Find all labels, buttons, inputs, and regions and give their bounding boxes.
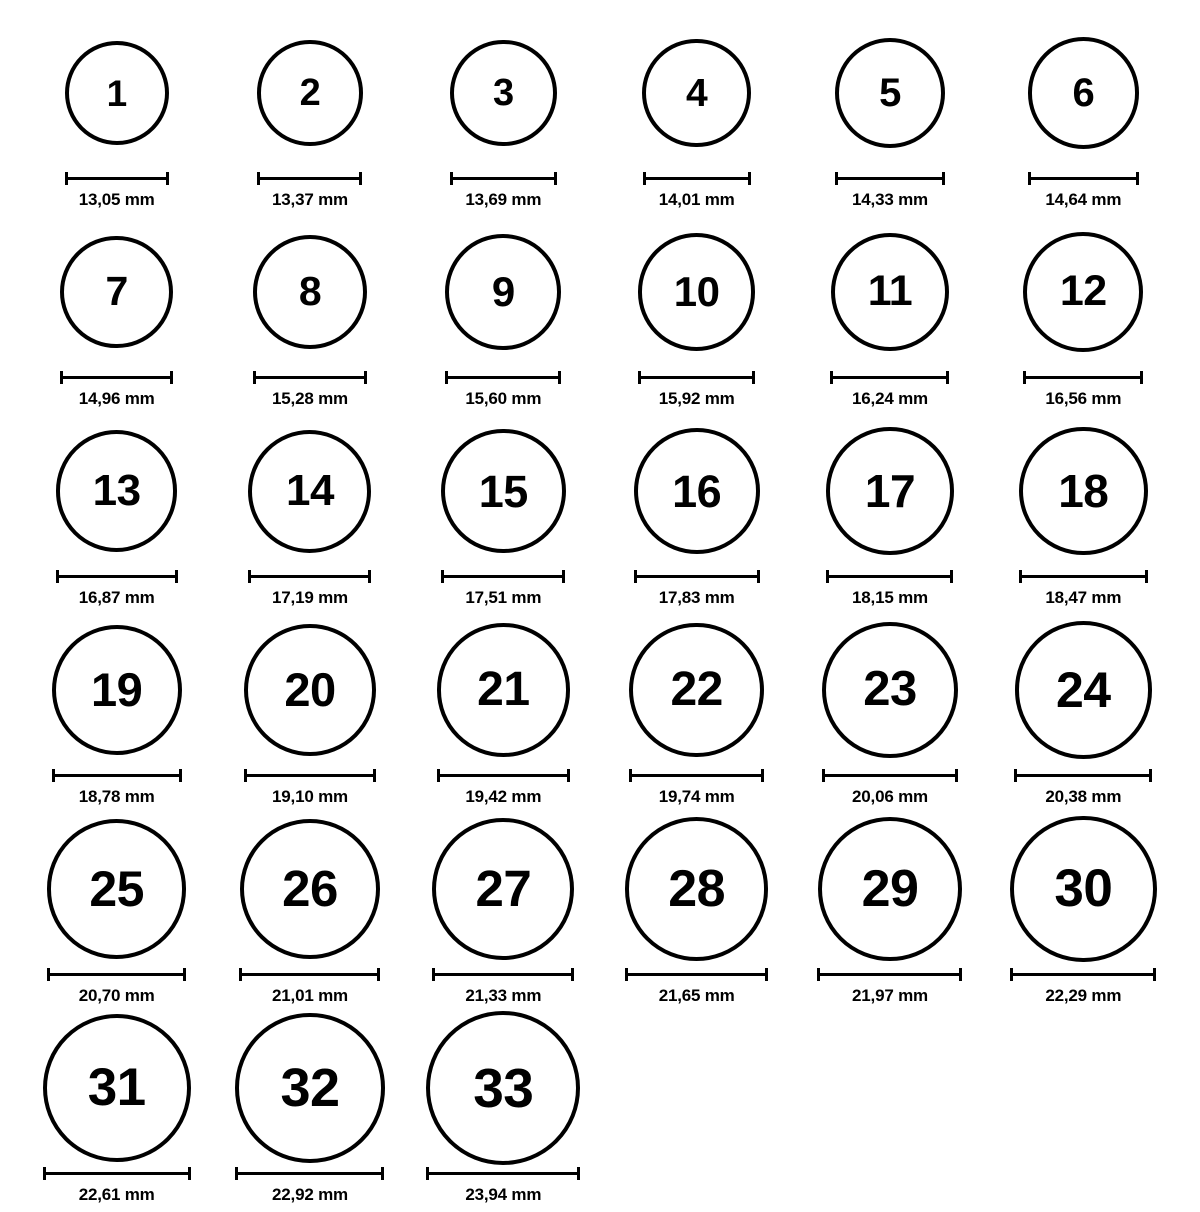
diameter-label: 17,19 mm (272, 588, 348, 607)
ring-circle-icon (441, 429, 565, 553)
measure-bar-icon (253, 371, 367, 383)
diameter-measure (437, 769, 570, 807)
ring-size-number: 3 (492, 72, 514, 114)
measure-bar-icon (47, 968, 186, 980)
diameter-label: 18,47 mm (1045, 588, 1122, 607)
ring-size-cell (600, 615, 793, 814)
ring-circle-wrapper (441, 416, 565, 566)
ring-circle-wrapper (638, 217, 755, 367)
ring-circle-icon (634, 428, 760, 554)
ring-size-number: 31 (87, 1058, 146, 1118)
ring-size-number: 23 (863, 662, 917, 717)
diameter-label: 18,15 mm (852, 588, 928, 607)
ring-circle-wrapper (432, 814, 574, 964)
ring-circle-icon (244, 624, 376, 756)
diameter-label: 19,10 mm (272, 787, 348, 806)
diameter-measure (1010, 968, 1156, 1006)
diameter-label: 20,38 mm (1045, 787, 1122, 806)
ring-circle-icon (47, 819, 186, 958)
ring-circle-icon (56, 430, 178, 552)
diameter-label: 16,24 mm (852, 389, 928, 408)
diameter-label: 14,96 mm (78, 389, 155, 408)
measure-bar-icon (445, 371, 561, 383)
diameter-label: 22,61 mm (78, 1185, 155, 1204)
diameter-label: 15,92 mm (658, 389, 735, 408)
ring-size-grid (20, 18, 1180, 1212)
ring-circle-icon (822, 622, 958, 758)
measure-bar-icon (52, 769, 182, 781)
diameter-measure (426, 1167, 580, 1205)
diameter-label: 13,69 mm (465, 190, 542, 209)
ring-circle-wrapper (56, 416, 178, 566)
measure-bar-icon (634, 570, 760, 582)
ring-size-cell (987, 18, 1180, 217)
ring-size-cell (987, 217, 1180, 416)
measure-bar-icon (1019, 570, 1148, 582)
ring-circle-wrapper (253, 217, 367, 367)
ring-size-cell (600, 217, 793, 416)
ring-size-number: 17 (864, 465, 916, 517)
ring-circle-icon (642, 39, 750, 147)
ring-size-number: 30 (1054, 859, 1113, 919)
ring-size-number: 10 (673, 267, 720, 315)
ring-circle-wrapper (1010, 814, 1156, 964)
ring-circle-icon (253, 235, 367, 349)
ring-size-number: 7 (105, 268, 128, 315)
diameter-label: 18,78 mm (78, 787, 155, 806)
diameter-label: 16,87 mm (78, 588, 155, 607)
ring-circle-icon (43, 1014, 191, 1162)
ring-circle-icon (235, 1013, 384, 1162)
ring-size-number: 15 (478, 465, 528, 517)
ring-size-cell (20, 615, 213, 814)
ring-circle-wrapper (426, 1013, 580, 1163)
diameter-measure (817, 968, 962, 1006)
ring-circle-wrapper (65, 18, 169, 168)
measure-bar-icon (56, 570, 178, 582)
ring-circle-icon (257, 40, 362, 145)
measure-bar-icon (1014, 769, 1152, 781)
diameter-label: 19,74 mm (658, 787, 735, 806)
diameter-measure (1019, 570, 1148, 608)
measure-bar-icon (65, 172, 169, 184)
ring-circle-wrapper (1023, 217, 1143, 367)
diameter-measure (43, 1167, 191, 1205)
ring-circle-wrapper (445, 217, 561, 367)
diameter-label: 23,94 mm (465, 1185, 542, 1204)
measure-bar-icon (257, 172, 362, 184)
measure-bar-icon (450, 172, 557, 184)
ring-size-number: 20 (284, 663, 336, 717)
ring-circle-wrapper (1028, 18, 1139, 168)
ring-size-number: 12 (1059, 267, 1107, 316)
ring-circle-icon (818, 817, 963, 962)
ring-circle-wrapper (248, 416, 371, 566)
ring-size-number: 24 (1056, 661, 1111, 718)
diameter-measure (235, 1167, 384, 1205)
ring-size-number: 6 (1072, 70, 1095, 115)
diameter-label: 14,01 mm (658, 190, 735, 209)
ring-size-cell (793, 416, 986, 615)
diameter-measure (643, 172, 751, 210)
ring-size-cell (407, 615, 600, 814)
ring-circle-wrapper (835, 18, 945, 168)
ring-size-number: 19 (91, 663, 143, 717)
ring-circle-icon (65, 41, 169, 145)
ring-circle-wrapper (437, 615, 570, 765)
measure-bar-icon (437, 769, 570, 781)
diameter-measure (638, 371, 755, 409)
diameter-label: 22,29 mm (1045, 986, 1122, 1005)
ring-size-number: 18 (1058, 465, 1109, 517)
ring-size-cell (600, 18, 793, 217)
diameter-measure (65, 172, 169, 210)
diameter-label: 13,37 mm (272, 190, 348, 209)
measure-bar-icon (643, 172, 751, 184)
diameter-label: 20,70 mm (78, 986, 155, 1005)
ring-size-cell (20, 814, 213, 1013)
ring-size-cell (407, 217, 600, 416)
ring-circle-icon (1023, 232, 1143, 352)
diameter-label: 21,33 mm (465, 986, 542, 1005)
ring-circle-wrapper (240, 814, 381, 964)
diameter-label: 20,06 mm (852, 787, 928, 806)
ring-size-number: 8 (298, 268, 322, 315)
ring-size-cell (407, 18, 600, 217)
measure-bar-icon (1028, 172, 1139, 184)
diameter-measure (52, 769, 182, 807)
ring-size-number: 11 (867, 267, 913, 316)
ring-size-number: 14 (286, 466, 334, 515)
measure-bar-icon (432, 968, 574, 980)
measure-bar-icon (822, 769, 958, 781)
diameter-label: 21,65 mm (658, 986, 735, 1005)
ring-size-number: 33 (473, 1056, 534, 1119)
diameter-measure (239, 968, 380, 1006)
ring-size-number: 28 (668, 859, 726, 918)
ring-circle-icon (437, 623, 570, 756)
ring-circle-wrapper (52, 615, 182, 765)
diameter-label: 19,42 mm (465, 787, 542, 806)
ring-size-number: 2 (299, 72, 321, 114)
ring-size-number: 26 (282, 860, 338, 918)
diameter-measure (56, 570, 178, 608)
diameter-measure (441, 570, 565, 608)
ring-circle-wrapper (244, 615, 376, 765)
diameter-label: 16,56 mm (1045, 389, 1122, 408)
measure-bar-icon (817, 968, 962, 980)
ring-size-number: 1 (106, 72, 127, 114)
measure-bar-icon (835, 172, 945, 184)
ring-size-number: 32 (280, 1058, 340, 1118)
ring-size-number: 4 (686, 71, 708, 115)
ring-circle-wrapper (1015, 615, 1153, 765)
diameter-measure (835, 172, 945, 210)
diameter-measure (1023, 371, 1143, 409)
ring-circle-icon (1015, 621, 1153, 759)
diameter-label: 17,83 mm (658, 588, 735, 607)
ring-size-cell (213, 217, 406, 416)
ring-circle-wrapper (47, 814, 186, 964)
ring-size-cell (600, 416, 793, 615)
ring-size-cell (600, 814, 793, 1013)
measure-bar-icon (638, 371, 755, 383)
diameter-label: 14,33 mm (852, 190, 928, 209)
ring-circle-wrapper (826, 416, 953, 566)
ring-size-number: 16 (672, 465, 722, 517)
measure-bar-icon (43, 1167, 191, 1179)
ring-circle-icon (629, 623, 764, 758)
diameter-measure (445, 371, 561, 409)
ring-size-cell (793, 217, 986, 416)
ring-circle-wrapper (629, 615, 764, 765)
diameter-measure (253, 371, 367, 409)
measure-bar-icon (441, 570, 565, 582)
measure-bar-icon (1023, 371, 1143, 383)
ring-circle-wrapper (43, 1013, 191, 1163)
ring-size-cell (407, 814, 600, 1013)
measure-bar-icon (426, 1167, 580, 1179)
ring-size-number: 13 (92, 466, 141, 515)
ring-size-number: 22 (670, 662, 723, 716)
measure-bar-icon (248, 570, 371, 582)
ring-size-cell (793, 615, 986, 814)
measure-bar-icon (1010, 968, 1156, 980)
ring-size-number: 29 (861, 859, 919, 918)
diameter-measure (60, 371, 173, 409)
ring-size-cell (987, 615, 1180, 814)
ring-circle-wrapper (60, 217, 173, 367)
ring-circle-icon (248, 430, 371, 553)
diameter-measure (1028, 172, 1139, 210)
measure-bar-icon (830, 371, 949, 383)
ring-circle-icon (1019, 427, 1148, 556)
ring-circle-wrapper (642, 18, 750, 168)
ring-circle-wrapper (818, 814, 963, 964)
ring-circle-wrapper (625, 814, 768, 964)
diameter-measure (625, 968, 768, 1006)
ring-size-cell (20, 217, 213, 416)
ring-circle-icon (426, 1011, 580, 1165)
diameter-label: 13,05 mm (78, 190, 155, 209)
diameter-label: 14,64 mm (1045, 190, 1122, 209)
measure-bar-icon (235, 1167, 384, 1179)
ring-circle-icon (1028, 37, 1139, 148)
ring-size-cell (213, 18, 406, 217)
ring-circle-icon (60, 236, 173, 349)
ring-size-number: 21 (477, 662, 530, 716)
ring-size-cell (987, 814, 1180, 1013)
ring-size-number: 5 (879, 71, 901, 115)
diameter-label: 17,51 mm (465, 588, 542, 607)
ring-size-cell (987, 416, 1180, 615)
ring-circle-icon (432, 818, 574, 960)
measure-bar-icon (625, 968, 768, 980)
ring-size-cell (793, 814, 986, 1013)
ring-circle-icon (445, 234, 561, 350)
ring-circle-icon (831, 233, 950, 352)
diameter-label: 15,28 mm (272, 389, 348, 408)
ring-circle-wrapper (831, 217, 950, 367)
diameter-measure (1014, 769, 1152, 807)
ring-size-cell (213, 615, 406, 814)
diameter-measure (629, 769, 764, 807)
ring-size-cell (20, 416, 213, 615)
diameter-measure (450, 172, 557, 210)
diameter-label: 21,01 mm (272, 986, 348, 1005)
ring-size-number: 9 (491, 267, 515, 315)
ring-circle-icon (826, 427, 953, 554)
ring-circle-icon (52, 625, 182, 755)
diameter-label: 22,92 mm (272, 1185, 348, 1204)
ring-size-cell (213, 1013, 406, 1212)
ring-circle-icon (625, 817, 768, 960)
ring-size-number: 27 (475, 860, 532, 918)
diameter-measure (830, 371, 949, 409)
ring-circle-wrapper (1019, 416, 1148, 566)
diameter-measure (248, 570, 371, 608)
diameter-measure (47, 968, 186, 1006)
measure-bar-icon (629, 769, 764, 781)
diameter-measure (826, 570, 953, 608)
ring-size-cell (793, 18, 986, 217)
diameter-measure (244, 769, 376, 807)
ring-circle-icon (240, 819, 381, 960)
diameter-label: 21,97 mm (852, 986, 928, 1005)
ring-circle-icon (1010, 816, 1156, 962)
ring-size-cell (20, 18, 213, 217)
diameter-measure (257, 172, 362, 210)
diameter-label: 15,60 mm (465, 389, 542, 408)
ring-size-cell (20, 1013, 213, 1212)
ring-circle-wrapper (450, 18, 557, 168)
ring-circle-wrapper (634, 416, 760, 566)
diameter-measure (432, 968, 574, 1006)
ring-size-cell (213, 814, 406, 1013)
ring-circle-wrapper (822, 615, 958, 765)
measure-bar-icon (60, 371, 173, 383)
measure-bar-icon (826, 570, 953, 582)
ring-size-cell (407, 1013, 600, 1212)
measure-bar-icon (239, 968, 380, 980)
ring-circle-icon (450, 40, 557, 147)
ring-size-number: 25 (89, 860, 144, 917)
ring-size-cell (407, 416, 600, 615)
ring-circle-icon (835, 38, 945, 148)
diameter-measure (822, 769, 958, 807)
diameter-measure (634, 570, 760, 608)
ring-circle-wrapper (257, 18, 362, 168)
ring-circle-wrapper (235, 1013, 384, 1163)
measure-bar-icon (244, 769, 376, 781)
ring-circle-icon (638, 233, 755, 350)
ring-size-cell (213, 416, 406, 615)
